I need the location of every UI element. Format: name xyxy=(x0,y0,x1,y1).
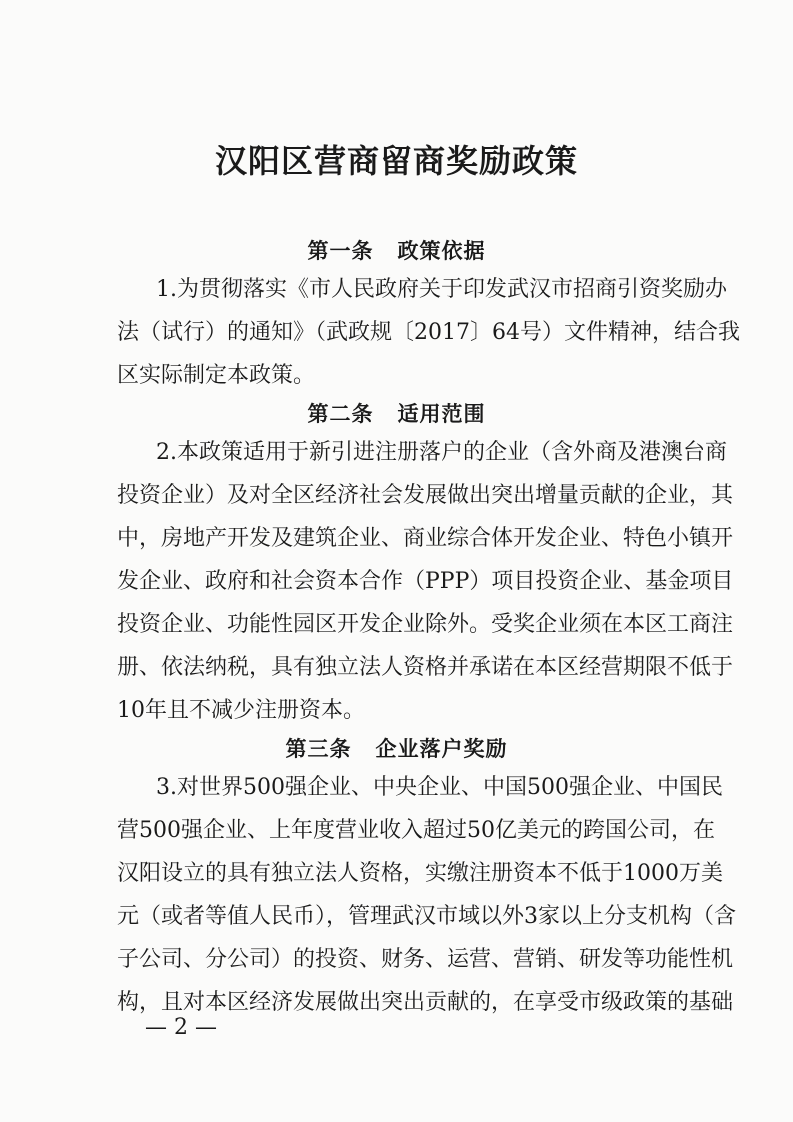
article-1-name: 政策依据 xyxy=(397,239,486,263)
page-number: — 2 — xyxy=(145,1015,217,1040)
article-2-heading xyxy=(0,398,793,428)
article-3-line-2: 营500强企业、上年度营业收入超过50亿美元的跨国公司，在 xyxy=(117,818,715,843)
article-1-heading xyxy=(0,235,793,265)
article-1-line-3: 区实际制定本政策。 xyxy=(117,363,316,388)
article-3-line-5: 子公司、分公司）的投资、财务、运营、营销、研发等功能性机 xyxy=(117,947,734,972)
article-2-line-7: 10年且不减少注册资本。 xyxy=(117,698,365,723)
article-2-name: 适用范围 xyxy=(397,402,486,426)
article-2-line-2: 投资企业）及对全区经济社会发展做出突出增量贡献的企业，其 xyxy=(117,483,734,508)
article-3-line-1: 3.对世界500强企业、中央企业、中国500强企业、中国民 xyxy=(156,775,723,800)
article-1-number: 第一条 xyxy=(307,239,374,263)
article-3-number: 第三条 xyxy=(285,737,352,761)
article-2-line-4: 发企业、政府和社会资本合作（PPP）项目投资企业、基金项目 xyxy=(117,569,734,594)
article-3-heading xyxy=(0,733,793,763)
article-2-line-5: 投资企业、功能性园区开发企业除外。受奖企业须在本区工商注 xyxy=(117,612,734,637)
article-2-number: 第二条 xyxy=(307,402,374,426)
article-2-line-6: 册、依法纳税，具有独立法人资格并承诺在本区经营期限不低于 xyxy=(117,655,734,680)
article-3-line-3: 汉阳设立的具有独立法人资格，实缴注册资本不低于1000万美 xyxy=(117,861,723,886)
article-2-line-3: 中，房地产开发及建筑企业、商业综合体开发企业、特色小镇开 xyxy=(117,526,734,551)
article-3-line-6: 构，且对本区经济发展做出突出贡献的，在享受市级政策的基础 xyxy=(117,990,734,1015)
article-1-line-1: 1.为贯彻落实《市人民政府关于印发武汉市招商引资奖励办 xyxy=(156,277,727,302)
article-3-name: 企业落户奖励 xyxy=(375,737,508,761)
article-3-line-4: 元（或者等值人民币），管理武汉市域以外3家以上分支机构（含 xyxy=(117,904,736,929)
article-2-line-1: 2.本政策适用于新引进注册落户的企业（含外商及港澳台商 xyxy=(156,440,727,465)
document-title: 汉阳区营商留商奖励政策 xyxy=(214,142,578,180)
article-1-line-2: 法（试行）的通知》（武政规〔2017〕64号）文件精神，结合我 xyxy=(117,320,740,345)
